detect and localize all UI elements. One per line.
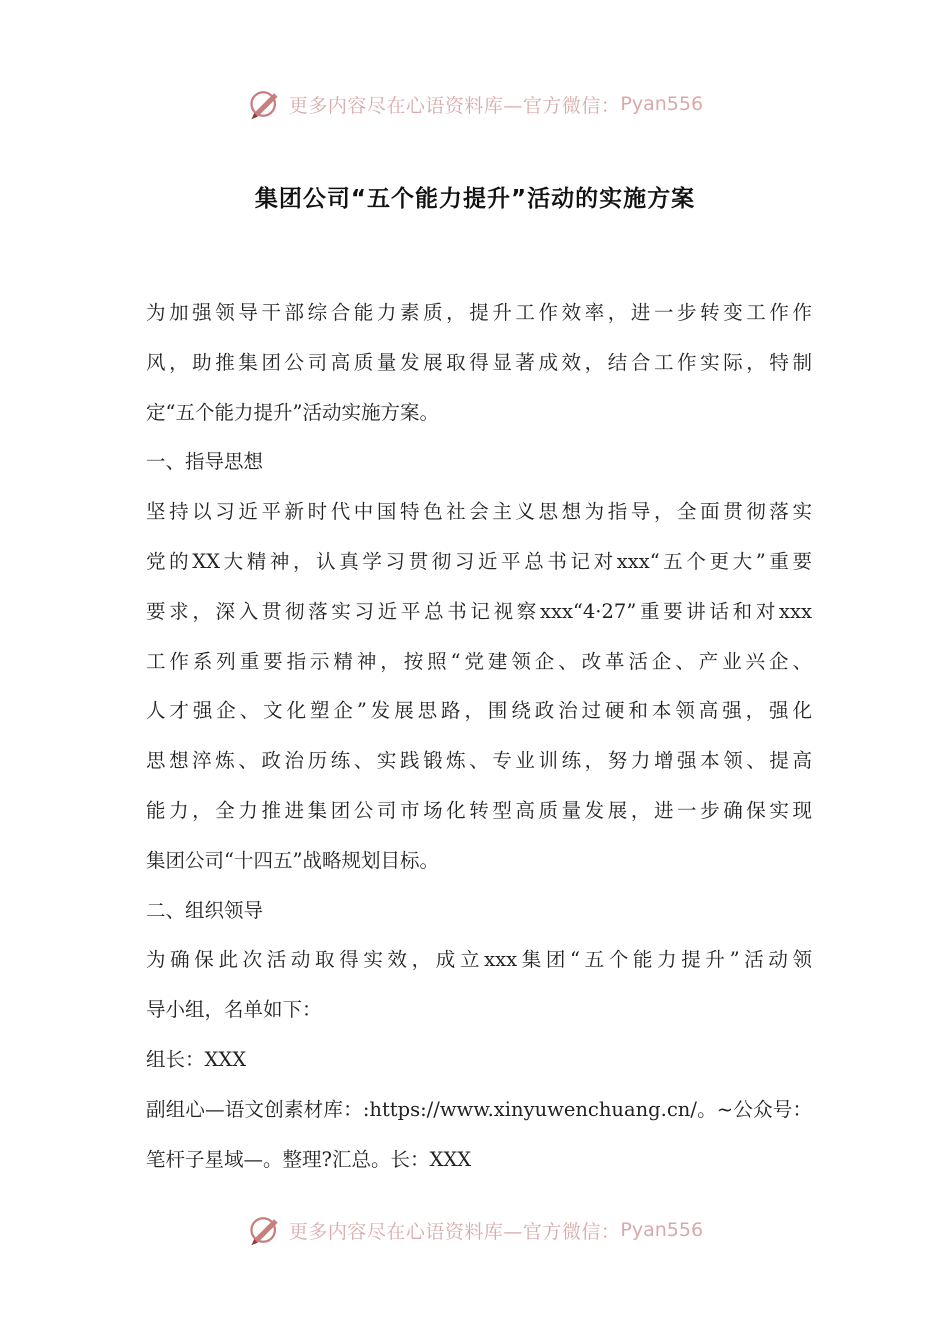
document-body (146, 288, 812, 1184)
body-line: 为加强领导干部综合能力素质，提升工作效率，进一步转变工作作 (146, 301, 812, 324)
body-line: 能力，全力推进集团公司市场化转型高质量发展，进一步确保实现 (146, 798, 812, 822)
body-line: 思想淬炼、政治历练、实践锻炼、专业训练，努力增强本领、提高 (146, 749, 812, 773)
watermark-id: Pyan556 (620, 1219, 704, 1241)
body-line: 人才强企、文化塑企”发展思路，围绕政治过硬和本领高强，强化 (146, 699, 812, 723)
body-line: 组长：XXX (146, 1047, 247, 1071)
pen-logo-icon (247, 1212, 283, 1248)
watermark-text: 更多内容尽在心语资料库—官方微信： (288, 1220, 621, 1243)
body-line: 坚持以习近平新时代中国特色社会主义思想为指导，全面贯彻落实 (146, 500, 812, 524)
document-title: 集团公司“五个能力提升”活动的实施方案 (254, 186, 696, 212)
body-line: 副组心—语文创素材库：:https://www.xinyuwenchuang.cn/。~公众号： (146, 1097, 812, 1121)
body-line: 定“五个能力提升”活动实施方案。 (146, 400, 439, 424)
watermark-text: 更多内容尽在心语资料库—官方微信： (288, 94, 621, 117)
body-line: 党的XX大精神，认真学习贯彻习近平总书记对xxx“五个更大”重要 (146, 549, 812, 573)
watermark-id: Pyan556 (620, 93, 704, 115)
body-line: 要求，深入贯彻落实习近平总书记视察xxx“4·27”重要讲话和对xxx (146, 599, 812, 623)
body-line: 集团公司“十四五”战略规划目标。 (146, 848, 439, 872)
section-heading: 二、组织领导 (146, 898, 264, 922)
pen-logo-icon (247, 86, 283, 122)
body-line: 笔杆子星域—。整理?汇总。长：XXX (146, 1147, 472, 1171)
body-line: 工作系列重要指示精神，按照“党建领企、改革活企、产业兴企、 (146, 649, 812, 673)
section-heading: 一、指导思想 (146, 450, 264, 474)
body-line: 为确保此次活动取得实效，成立xxx集团“五个能力提升”活动领 (146, 948, 812, 972)
body-line: 导小组，名单如下： (146, 998, 322, 1022)
watermark-footer (0, 1210, 950, 1250)
body-line: 风，助推集团公司高质量发展取得显著成效，结合工作实际，特制 (146, 350, 812, 374)
watermark-header (0, 84, 950, 124)
